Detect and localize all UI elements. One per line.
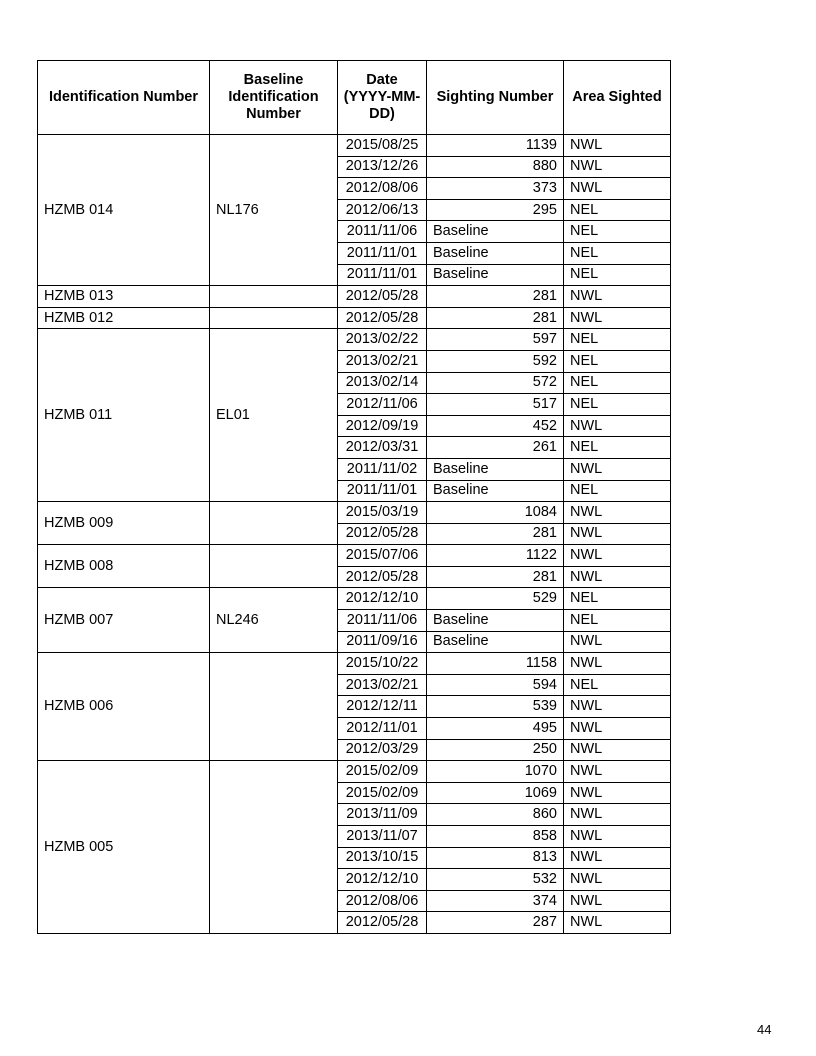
identification-number-cell: HZMB 008 — [38, 545, 210, 588]
date-cell: 2012/08/06 — [338, 890, 427, 912]
identification-number-cell: HZMB 013 — [38, 286, 210, 308]
date-cell: 2015/02/09 — [338, 761, 427, 783]
date-cell: 2013/10/15 — [338, 847, 427, 869]
date-cell: 2013/02/14 — [338, 372, 427, 394]
date-cell: 2013/02/21 — [338, 674, 427, 696]
area-sighted-cell: NWL — [564, 761, 671, 783]
date-cell: 2015/07/06 — [338, 545, 427, 567]
baseline-identification-cell — [210, 307, 338, 329]
area-sighted-cell: NWL — [564, 545, 671, 567]
baseline-identification-cell — [210, 502, 338, 545]
header-row — [38, 61, 671, 135]
table-row — [38, 135, 671, 157]
table-row — [38, 588, 671, 610]
area-sighted-cell: NWL — [564, 782, 671, 804]
baseline-identification-cell: NL246 — [210, 588, 338, 653]
date-cell: 2015/10/22 — [338, 653, 427, 675]
date-cell: 2012/05/28 — [338, 566, 427, 588]
sighting-number-cell: 1122 — [427, 545, 564, 567]
date-cell: 2015/08/25 — [338, 135, 427, 157]
date-cell: 2012/05/28 — [338, 307, 427, 329]
header-date: Date (YYYY-MM-DD) — [338, 61, 427, 135]
date-cell: 2012/11/06 — [338, 394, 427, 416]
date-cell: 2012/06/13 — [338, 199, 427, 221]
sighting-number-cell: 295 — [427, 199, 564, 221]
sighting-number-cell: Baseline — [427, 610, 564, 632]
sighting-number-cell: 860 — [427, 804, 564, 826]
sighting-number-cell: 572 — [427, 372, 564, 394]
identification-number-cell: HZMB 014 — [38, 135, 210, 286]
table-body — [38, 135, 671, 934]
area-sighted-cell: NWL — [564, 156, 671, 178]
sighting-number-cell: 261 — [427, 437, 564, 459]
header-identification-number: Identification Number — [38, 61, 210, 135]
date-cell: 2015/03/19 — [338, 502, 427, 524]
sighting-number-cell: Baseline — [427, 480, 564, 502]
sighting-number-cell: 532 — [427, 869, 564, 891]
sighting-number-cell: 813 — [427, 847, 564, 869]
area-sighted-cell: NEL — [564, 372, 671, 394]
area-sighted-cell: NWL — [564, 804, 671, 826]
date-cell: 2012/09/19 — [338, 415, 427, 437]
area-sighted-cell: NEL — [564, 394, 671, 416]
sighting-number-cell: 373 — [427, 178, 564, 200]
table-row — [38, 761, 671, 783]
table-row — [38, 329, 671, 351]
sighting-number-cell: 1139 — [427, 135, 564, 157]
identification-number-cell: HZMB 007 — [38, 588, 210, 653]
sighting-number-cell: 495 — [427, 718, 564, 740]
sighting-number-cell: 1084 — [427, 502, 564, 524]
date-cell: 2012/05/28 — [338, 523, 427, 545]
sighting-number-cell: Baseline — [427, 458, 564, 480]
area-sighted-cell: NWL — [564, 523, 671, 545]
area-sighted-cell: NWL — [564, 739, 671, 761]
date-cell: 2013/11/07 — [338, 826, 427, 848]
table-row — [38, 653, 671, 675]
baseline-identification-cell — [210, 286, 338, 308]
sighting-number-cell: 1070 — [427, 761, 564, 783]
sighting-number-cell: 374 — [427, 890, 564, 912]
date-cell: 2012/03/31 — [338, 437, 427, 459]
identification-number-cell: HZMB 009 — [38, 502, 210, 545]
sighting-number-cell: Baseline — [427, 242, 564, 264]
sighting-number-cell: 1158 — [427, 653, 564, 675]
area-sighted-cell: NEL — [564, 350, 671, 372]
date-cell: 2013/12/26 — [338, 156, 427, 178]
identification-number-cell: HZMB 012 — [38, 307, 210, 329]
date-cell: 2015/02/09 — [338, 782, 427, 804]
sighting-number-cell: 281 — [427, 523, 564, 545]
sighting-number-cell: 281 — [427, 307, 564, 329]
sighting-number-cell: 594 — [427, 674, 564, 696]
area-sighted-cell: NWL — [564, 912, 671, 934]
area-sighted-cell: NWL — [564, 631, 671, 653]
area-sighted-cell: NWL — [564, 307, 671, 329]
area-sighted-cell: NEL — [564, 329, 671, 351]
header-area-sighted: Area Sighted — [564, 61, 671, 135]
area-sighted-cell: NWL — [564, 566, 671, 588]
date-cell: 2011/11/01 — [338, 480, 427, 502]
baseline-identification-cell: EL01 — [210, 329, 338, 502]
sightings-table — [37, 60, 671, 934]
date-cell: 2011/11/06 — [338, 610, 427, 632]
date-cell: 2012/08/06 — [338, 178, 427, 200]
sighting-number-cell: Baseline — [427, 631, 564, 653]
header-baseline-identification-number: Baseline Identification Number — [210, 61, 338, 135]
area-sighted-cell: NEL — [564, 264, 671, 286]
area-sighted-cell: NWL — [564, 653, 671, 675]
sighting-number-cell: 592 — [427, 350, 564, 372]
sighting-number-cell: 281 — [427, 566, 564, 588]
sighting-number-cell: 281 — [427, 286, 564, 308]
area-sighted-cell: NEL — [564, 674, 671, 696]
area-sighted-cell: NEL — [564, 437, 671, 459]
sighting-number-cell: 517 — [427, 394, 564, 416]
area-sighted-cell: NWL — [564, 826, 671, 848]
area-sighted-cell: NEL — [564, 588, 671, 610]
date-cell: 2012/05/28 — [338, 912, 427, 934]
date-cell: 2013/02/21 — [338, 350, 427, 372]
date-cell: 2013/02/22 — [338, 329, 427, 351]
baseline-identification-cell — [210, 545, 338, 588]
baseline-identification-cell: NL176 — [210, 135, 338, 286]
baseline-identification-cell — [210, 653, 338, 761]
date-cell: 2011/09/16 — [338, 631, 427, 653]
date-cell: 2012/03/29 — [338, 739, 427, 761]
date-cell: 2011/11/01 — [338, 242, 427, 264]
table-row — [38, 502, 671, 524]
sighting-number-cell: 1069 — [427, 782, 564, 804]
area-sighted-cell: NWL — [564, 847, 671, 869]
date-cell: 2012/11/01 — [338, 718, 427, 740]
sighting-number-cell: 529 — [427, 588, 564, 610]
table-row — [38, 307, 671, 329]
page-number: 44 — [757, 1022, 772, 1037]
area-sighted-cell: NWL — [564, 458, 671, 480]
sighting-number-cell: 597 — [427, 329, 564, 351]
area-sighted-cell: NWL — [564, 135, 671, 157]
identification-number-cell: HZMB 011 — [38, 329, 210, 502]
area-sighted-cell: NEL — [564, 610, 671, 632]
sighting-number-cell: Baseline — [427, 264, 564, 286]
table-header — [38, 61, 671, 135]
area-sighted-cell: NEL — [564, 199, 671, 221]
area-sighted-cell: NWL — [564, 718, 671, 740]
table-row — [38, 286, 671, 308]
area-sighted-cell: NWL — [564, 869, 671, 891]
area-sighted-cell: NWL — [564, 415, 671, 437]
baseline-identification-cell — [210, 761, 338, 934]
date-cell: 2011/11/02 — [338, 458, 427, 480]
sighting-number-cell: 880 — [427, 156, 564, 178]
sighting-number-cell: 452 — [427, 415, 564, 437]
header-sighting-number: Sighting Number — [427, 61, 564, 135]
sighting-number-cell: 539 — [427, 696, 564, 718]
identification-number-cell: HZMB 005 — [38, 761, 210, 934]
area-sighted-cell: NWL — [564, 178, 671, 200]
area-sighted-cell: NEL — [564, 242, 671, 264]
date-cell: 2012/12/10 — [338, 869, 427, 891]
sighting-number-cell: 858 — [427, 826, 564, 848]
date-cell: 2012/05/28 — [338, 286, 427, 308]
sighting-number-cell: 250 — [427, 739, 564, 761]
date-cell: 2012/12/10 — [338, 588, 427, 610]
area-sighted-cell: NWL — [564, 696, 671, 718]
identification-number-cell: HZMB 006 — [38, 653, 210, 761]
area-sighted-cell: NWL — [564, 502, 671, 524]
area-sighted-cell: NWL — [564, 286, 671, 308]
area-sighted-cell: NEL — [564, 480, 671, 502]
date-cell: 2013/11/09 — [338, 804, 427, 826]
date-cell: 2011/11/06 — [338, 221, 427, 243]
date-cell: 2012/12/11 — [338, 696, 427, 718]
area-sighted-cell: NEL — [564, 221, 671, 243]
date-cell: 2011/11/01 — [338, 264, 427, 286]
sighting-number-cell: 287 — [427, 912, 564, 934]
table-row — [38, 545, 671, 567]
area-sighted-cell: NWL — [564, 890, 671, 912]
sighting-number-cell: Baseline — [427, 221, 564, 243]
